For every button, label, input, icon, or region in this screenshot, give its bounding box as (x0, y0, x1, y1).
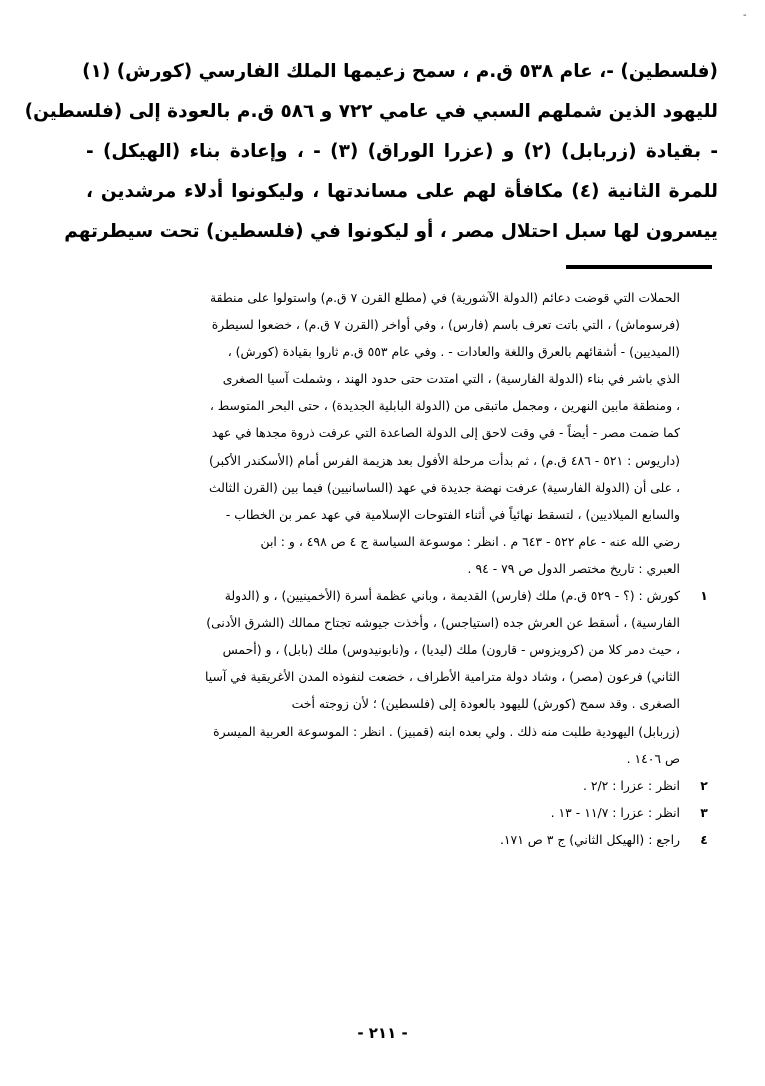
footnote-continuation-line: الحملات التي قوضت دعائم (الدولة الآشورية) في (مطلع القرن ٧ ق.م) واستولوا على منطقة (209, 290, 680, 305)
main-text-line: - بقيادة (زربابل) (٢) و (عزرا الوراق) (٣) - ، وإعادة بناء (الهيكل) - (86, 141, 719, 162)
footnote-text: راجع : (الهيكل الثاني) ج ٣ ص ١٧١. (499, 831, 680, 847)
footnote-continuation-line: (الميديين) - أشقائهم بالعرق واللغة والعادات - . وفي عام ٥٥٣ ق.م ثاروا بقيادة (كورش) ، (227, 344, 680, 360)
footnote-1-line: ، حيث دمر كلا من (كرويزوس - قارون) ملك (ليديا) ، و(نابونيدوس) ملك (بابل) ، و (أحمس (222, 642, 680, 658)
footnote-text: انظر : عزرا : ٢/٢ . (582, 777, 680, 793)
page-number: - ٢١١ - (357, 1024, 408, 1042)
footnotes-section (74, 284, 714, 853)
main-text-line: لليهود الذين شملهم السبي في عامي ٧٢٢ و ٥٨٦ ق.م بالعودة إلى (فلسطين) (24, 101, 718, 122)
main-text-line: (فلسطين) -، عام ٥٣٨ ق.م ، سمح زعيمها الملك الفارسي (كورش) (١) (82, 61, 718, 82)
footnote-continuation-line: ، على أن (الدولة الفارسية) عرفت نهضة جديدة في عهد (الساسانيين) فيما بين (القرن الثالث (208, 479, 680, 495)
footnote-continuation-line: العبري : تاريخ مختصر الدول ص ٧٩ - ٩٤ . (467, 560, 680, 576)
main-text (24, 52, 719, 252)
footnote-4 (74, 826, 714, 853)
footnote-separator (566, 265, 712, 269)
footnote-text: كورش : (؟ - ٥٢٩ ق.م) ملك (فارس) القديمة ، وباني عظمة أسرة (الأخمينيين) ، و (الدولة (224, 588, 680, 604)
footnote-continuation-line: كما ضمت مصر - أيضاً - في وقت لاحق إلى الدولة الصاعدة التي عرفت ذروة مجدها في عهد (211, 425, 680, 441)
footnote-3 (74, 799, 714, 826)
footnote-1 (74, 582, 714, 609)
footnote-number: ٤ (700, 831, 708, 847)
main-text-line: للمرة الثانية (٤) مكافأة لهم على مساندتها ، وليكونوا أدلاء مرشدين ، (86, 181, 718, 202)
footnote-2 (74, 772, 714, 799)
footnote-continuation-line: ، ومنطقة مابين النهرين ، ومجمل ماتبقى من (الدولة البابلية الجديدة) ، حتى البحر المتوسط ، (209, 398, 680, 414)
footnote-1-line: (زربابل) اليهودية طلبت منه ذلك . ولي بعده ابنه (قمبيز) . انظر : الموسوعة العربية الميسرة (213, 723, 680, 739)
footnote-1-line: الفارسية) ، أسقط عن العرش جده (استياجس) ، وأخذت جيوشه تجتاح ممالك (الشرق الأدنى) (206, 615, 680, 631)
footnote-text: انظر : عزرا : ١١/٧ - ١٣ . (550, 804, 680, 820)
footnote-number: ١ (700, 588, 708, 604)
footnote-continuation-line: (داريوس : ٥٢١ - ٤٨٦ ق.م) ، ثم بدأت مرحلة الأفول بعد هزيمة الفرس أمام (الأسكندر الأكبر) (208, 452, 680, 468)
footnote-continuation-line: الذي باشر في بناء (الدولة الفارسية) ، التي امتدت حتى حدود الهند ، وشملت آسيا الصغرى (222, 371, 680, 387)
footnote-number: ٣ (700, 804, 708, 820)
footnote-1-line: الثاني) فرعون (مصر) ، وشاد دولة مترامية الأطراف ، خضعت لنفوذه المدن الأغريقية في آسيا (204, 669, 680, 685)
main-text-line: ييسرون لها سبل احتلال مصر ، أو ليكونوا في (فلسطين) تحت سيطرتهم (64, 221, 718, 242)
footnote-1-line: الصغرى . وقد سمح (كورش) لليهود بالعودة إلى (فلسطين) ؛ لأن زوجته أخت (291, 696, 680, 712)
footnote-number: ٢ (700, 777, 708, 793)
footnote-continuation-line: (فرسوماش) ، التي باتت تعرف باسم (فارس) ، وفي أواخر (القرن ٧ ق.م) ، خضعوا لسيطرة (211, 317, 680, 333)
footnote-continuation-line: والسابع الميلاديين) ، لتسقط نهائياً في أثناء الفتوحات الإسلامية في عهد عمر بن الخطاب - (225, 506, 680, 522)
footnote-continuation-line: رضي الله عنه - عام ٥٢٢ - ٦٤٣ م . انظر : موسوعة السياسة ج ٤ ص ٤٩٨ ، و : ابن (260, 533, 680, 549)
corner-mark: - (743, 10, 747, 21)
footnote-1-line: ص ١٤٠٦ . (626, 750, 680, 766)
